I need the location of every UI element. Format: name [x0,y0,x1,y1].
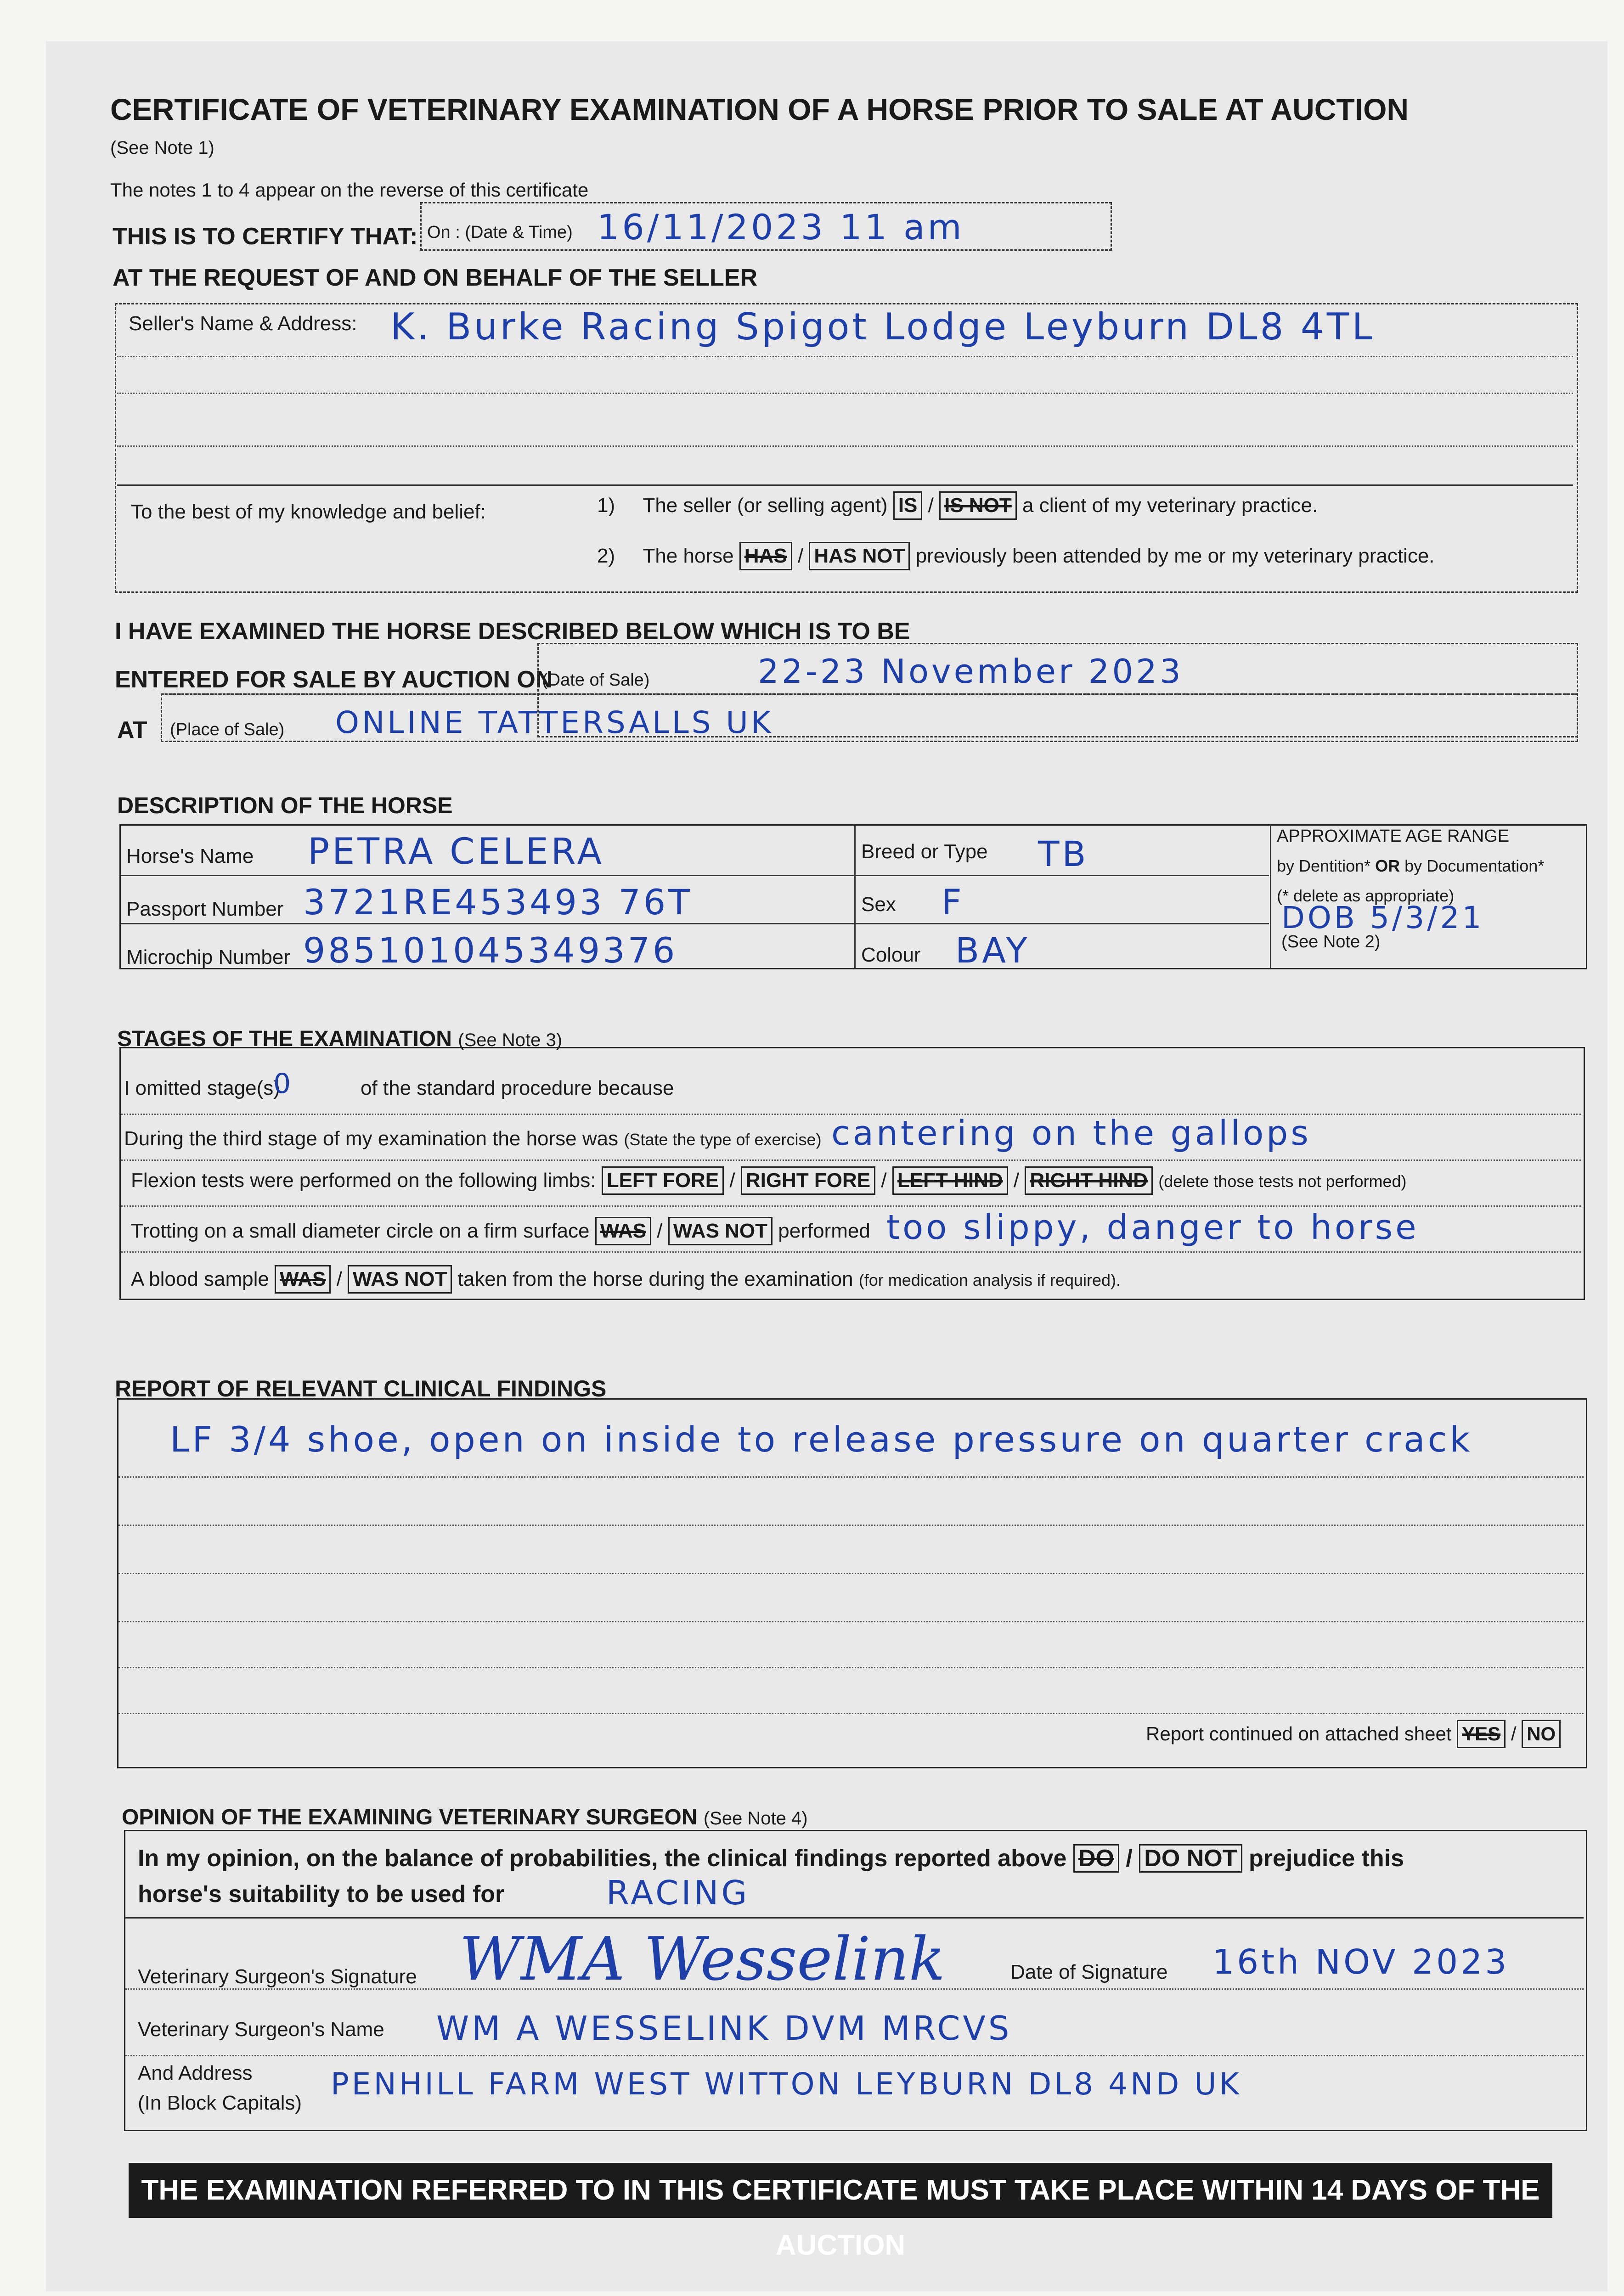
item2-number: 2) [597,545,615,567]
seller-divider [117,484,1573,486]
date-time-value: 16/11/2023 11 am [597,207,964,248]
date-of-signature-value[interactable]: 16th NOV 2023 [1212,1942,1510,1982]
age-or: OR [1375,856,1400,875]
report-line-1 [118,1476,1584,1478]
flexion-line [131,1166,1407,1195]
report-line-2 [118,1525,1584,1526]
flexion-slash-1: / [729,1169,735,1192]
vet-address-value[interactable]: PENHILL FARM WEST WITTON LEYBURN DL8 4ND UK [331,2066,1242,2102]
stages-heading: STAGES OF THE EXAMINATION [117,1027,452,1051]
vet-name-value[interactable]: WM A WESSELINK DVM MRCVS [436,2009,1012,2048]
opinion-statement [138,1844,1404,1873]
colour-label: Colour [861,944,921,966]
passport-label: Passport Number [126,898,284,920]
horse-name-value[interactable]: PETRA CELERA [308,831,605,872]
trot-was-not-option[interactable]: WAS NOT [668,1217,773,1245]
right-fore-option[interactable]: RIGHT FORE [741,1166,875,1195]
address-label: And Address [138,2062,253,2084]
right-hind-option[interactable]: RIGHT HIND [1025,1166,1153,1195]
see-note-1: (See Note 1) [110,138,214,158]
vet-signature[interactable]: WMA Wesselink [459,1924,945,1994]
notes-intro: The notes 1 to 4 appear on the reverse of this certificate [110,179,589,201]
omitted-label: I omitted stage(s) [124,1077,280,1099]
left-fore-option[interactable]: LEFT FORE [602,1166,724,1195]
report-line-5 [118,1667,1584,1668]
blood-slash: / [336,1268,342,1290]
opinion-divider [125,1917,1584,1919]
report-line-6 [118,1713,1584,1714]
client-statement [597,491,1318,520]
third-stage-line [124,1127,822,1150]
blood-tail: taken from the horse during the examination [457,1268,853,1290]
opinion-do-not-option[interactable]: DO NOT [1139,1844,1242,1873]
attended-statement [597,542,1435,570]
trotting-label: Trotting on a small diameter circle on a firm surface [131,1220,590,1242]
date-of-sale-value[interactable]: 22-23 November 2023 [758,652,1184,691]
colour-value[interactable]: BAY [955,930,1030,971]
opinion-line-1: In my opinion, on the balance of probabilities, the clinical findings reported above [138,1845,1067,1872]
age-see-note: (See Note 2) [1281,932,1381,951]
horse-col-1 [854,824,856,968]
certificate-title: CERTIFICATE OF VETERINARY EXAMINATION OF A HORSE PRIOR TO SALE AT AUCTION [110,92,1409,126]
flexion-label: Flexion tests were performed on the following limbs: [131,1169,596,1192]
intended-use-value[interactable]: RACING [606,1874,750,1912]
date-of-signature-label: Date of Signature [1010,1961,1168,1983]
examined-heading: I HAVE EXAMINED THE HORSE DESCRIBED BELOW WHICH IS TO BE [115,618,910,645]
opinion-line-1-tail: prejudice this [1248,1845,1404,1872]
third-stage-value[interactable]: cantering on the gallops [831,1114,1311,1153]
opinion-heading-line [122,1805,808,1830]
horse-row-1 [121,875,1269,876]
report-continued-label: Report continued on attached sheet [1146,1723,1452,1745]
signature-label: Veterinary Surgeon's Signature [138,1965,417,1988]
is-option[interactable]: IS [893,491,923,520]
trotting-line [131,1217,870,1245]
flexion-note: (delete those tests not performed) [1158,1172,1407,1191]
seller-line-2 [117,393,1573,394]
opinion-do-option[interactable]: DO [1073,1844,1119,1873]
horse-col-2 [1270,824,1271,968]
item2-tail: previously been attended by me or my veterinary practice. [915,545,1435,567]
address-label-note: (In Block Capitals) [138,2092,302,2114]
seller-name-value[interactable]: K. Burke Racing Spigot Lodge Leyburn DL8 4TL [390,305,1376,348]
omitted-value[interactable]: 0 [273,1068,294,1100]
trot-slash: / [657,1220,663,1242]
vet-name-label: Veterinary Surgeon's Name [138,2018,384,2041]
footer-banner: THE EXAMINATION REFERRED TO IN THIS CERTIFICATE MUST TAKE PLACE WITHIN 14 DAYS OF THE AUCTION [129,2163,1552,2218]
opinion-line-2: horse's suitability to be used for [138,1881,505,1908]
place-of-sale-label: (Place of Sale) [170,720,285,739]
breed-value[interactable]: TB [1038,833,1089,874]
age-heading: APPROXIMATE AGE RANGE [1277,827,1510,846]
microchip-label: Microchip Number [126,946,290,968]
trot-was-option[interactable]: WAS [595,1217,651,1245]
stages-heading-note: (See Note 3) [458,1030,563,1050]
sex-value[interactable]: F [942,882,964,923]
blood-line [131,1265,1121,1294]
dob-value[interactable]: DOB 5/3/21 [1281,900,1484,935]
has-not-option[interactable]: HAS NOT [809,542,910,570]
is-not-option[interactable]: IS NOT [939,491,1017,520]
age-by-dentition: by Dentition* [1277,856,1371,875]
age-methods [1277,856,1544,876]
opinion-line-b [125,2055,1584,2056]
age-delete-note: (* delete as appropriate) [1277,886,1455,905]
clinical-finding[interactable]: LF 3/4 shoe, open on inside to release pressure on quarter crack [170,1419,1473,1460]
microchip-value[interactable]: 985101045349376 [303,930,678,971]
horse-name-label: Horse's Name [126,845,254,867]
third-stage-note: (State the type of exercise) [624,1130,822,1149]
certify-label: THIS IS TO CERTIFY THAT: [113,223,418,250]
continued-no-option[interactable]: NO [1522,1720,1561,1748]
item1-text: The seller (or selling agent) [643,494,888,517]
place-of-sale-value[interactable]: ONLINE TATTERSALLS UK [335,705,774,740]
has-option[interactable]: HAS [739,542,792,570]
item2-text: The horse [643,545,734,567]
entered-label: ENTERED FOR SALE BY AUCTION ON [115,666,553,693]
opinion-heading-note: (See Note 4) [703,1808,808,1829]
omitted-tail: of the standard procedure because [361,1077,674,1099]
continued-slash: / [1511,1723,1517,1745]
report-continued [1146,1720,1561,1748]
left-hind-option[interactable]: LEFT HIND [892,1166,1008,1195]
blood-was-option[interactable]: WAS [275,1265,331,1294]
seller-name-label: Seller's Name & Address: [129,312,357,335]
horse-heading: DESCRIPTION OF THE HORSE [117,793,453,818]
at-label: AT [117,717,147,743]
passport-value[interactable]: 3721RE453493 76T [303,882,693,923]
seller-line-3 [117,445,1573,447]
date-of-sale-label: (Date of Sale) [542,670,650,690]
age-by-documentation: by Documentation* [1404,856,1545,875]
blood-label: A blood sample [131,1268,269,1290]
stages-line-2 [121,1159,1581,1161]
blood-was-not-option[interactable]: WAS NOT [348,1265,452,1294]
sex-label: Sex [861,893,896,916]
report-line-4 [118,1621,1584,1622]
trot-performed: performed [778,1220,870,1242]
request-label: AT THE REQUEST OF AND ON BEHALF OF THE SELLER [113,264,757,291]
report-heading: REPORT OF RELEVANT CLINICAL FINDINGS [115,1376,607,1401]
continued-yes-option[interactable]: YES [1457,1720,1506,1748]
horse-row-2 [121,923,1269,924]
item2-slash: / [797,545,804,567]
breed-label: Breed or Type [861,840,988,863]
stages-line-3 [121,1205,1581,1207]
flexion-slash-3: / [1013,1169,1020,1192]
item1-slash: / [928,494,934,517]
blood-note: (for medication analysis if required). [858,1271,1121,1289]
trotting-reason[interactable]: too slippy, danger to horse [886,1208,1419,1247]
opinion-slash: / [1126,1845,1133,1872]
item1-number: 1) [597,494,615,517]
opinion-heading: OPINION OF THE EXAMINING VETERINARY SURGEON [122,1805,698,1829]
opinion-line-a [125,1988,1584,1990]
seller-line-1 [117,356,1573,357]
item1-tail: a client of my veterinary practice. [1022,494,1318,517]
flexion-slash-2: / [881,1169,887,1192]
report-line-3 [118,1573,1584,1574]
third-stage-label: During the third stage of my examination the horse was [124,1127,619,1150]
stages-line-4 [121,1251,1581,1253]
belief-label: To the best of my knowledge and belief: [131,501,486,523]
date-time-label: On : (Date & Time) [427,223,573,242]
